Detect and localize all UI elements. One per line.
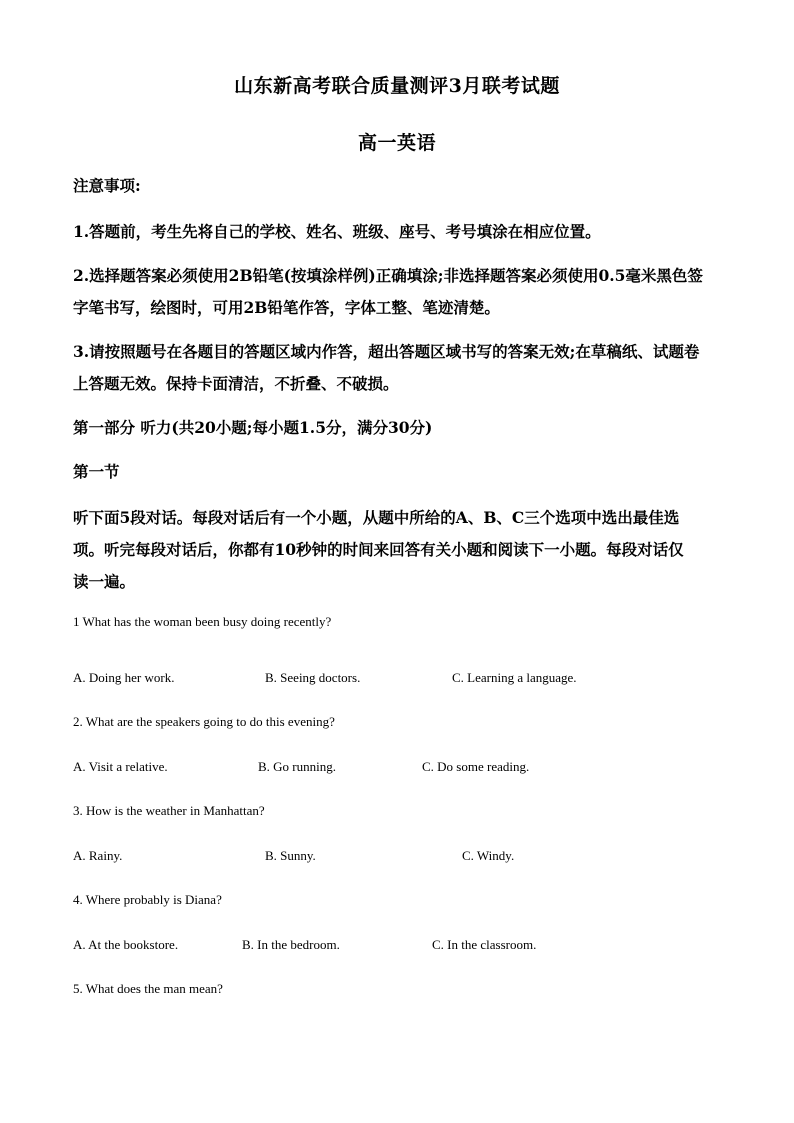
instruction-line-3: 读一遍。 [73,572,136,591]
instruction-line-2: 项。听完每段对话后，你都有10秒钟的时间来回答有关小题和阅读下一小题。每段对话仅 [73,540,684,559]
instruction-line-1: 听下面5段对话。每段对话后有一个小题，从题中所给的A、B、C三个选项中选出最佳选 [73,508,680,527]
question-2: 2. What are the speakers going to do this evening? [73,714,335,729]
question-2-option-b: B. Go running. [258,759,336,774]
question-3-option-a: A. Rainy. [73,848,123,863]
notice-item-1: 1.答题前，考生先将自己的学校、姓名、班级、座号、考号填涂在相应位置。 [73,222,601,241]
question-1: 1 What has the woman been busy doing recently? [73,614,332,629]
question-4-option-c: C. In the classroom. [432,937,537,952]
notice-item-3-line-1: 3.请按照题号在各题目的答题区域内作答，超出答题区域书写的答案无效;在草稿纸、试题卷 [73,342,700,361]
question-3: 3. How is the weather in Manhattan? [73,803,265,818]
section-heading: 第一节 [73,462,120,481]
notice-item-3-line-2: 上答题无效。保持卡面清洁，不折叠、不破损。 [73,374,399,393]
page-title: 山东新高考联合质量测评3月联考试题 [234,75,560,97]
notice-heading: 注意事项: [73,176,141,195]
question-3-option-c: C. Windy. [462,848,515,863]
question-1-option-b: B. Seeing doctors. [265,670,361,685]
question-3-option-b: B. Sunny. [265,848,316,863]
question-1-option-a: A. Doing her work. [73,670,175,685]
notice-item-2-line-2: 字笔书写，绘图时，可用2B铅笔作答，字体工整、笔迹清楚。 [73,298,500,317]
question-2-option-a: A. Visit a relative. [73,759,168,774]
page-subtitle: 高一英语 [357,132,436,154]
question-4-option-a: A. At the bookstore. [73,937,179,952]
question-4: 4. Where probably is Diana? [73,892,222,907]
notice-item-2-line-1: 2.选择题答案必须使用2B铅笔(按填涂样例)正确填涂;非选择题答案必须使用0.5毫米黑色签 [73,266,703,285]
question-1-option-c: C. Learning a language. [452,670,577,685]
part1-heading: 第一部分 听力(共20小题;每小题1.5分，满分30分) [73,418,433,437]
question-5: 5. What does the man mean? [73,981,223,996]
question-4-option-b: B. In the bedroom. [242,937,340,952]
question-2-option-c: C. Do some reading. [422,759,530,774]
